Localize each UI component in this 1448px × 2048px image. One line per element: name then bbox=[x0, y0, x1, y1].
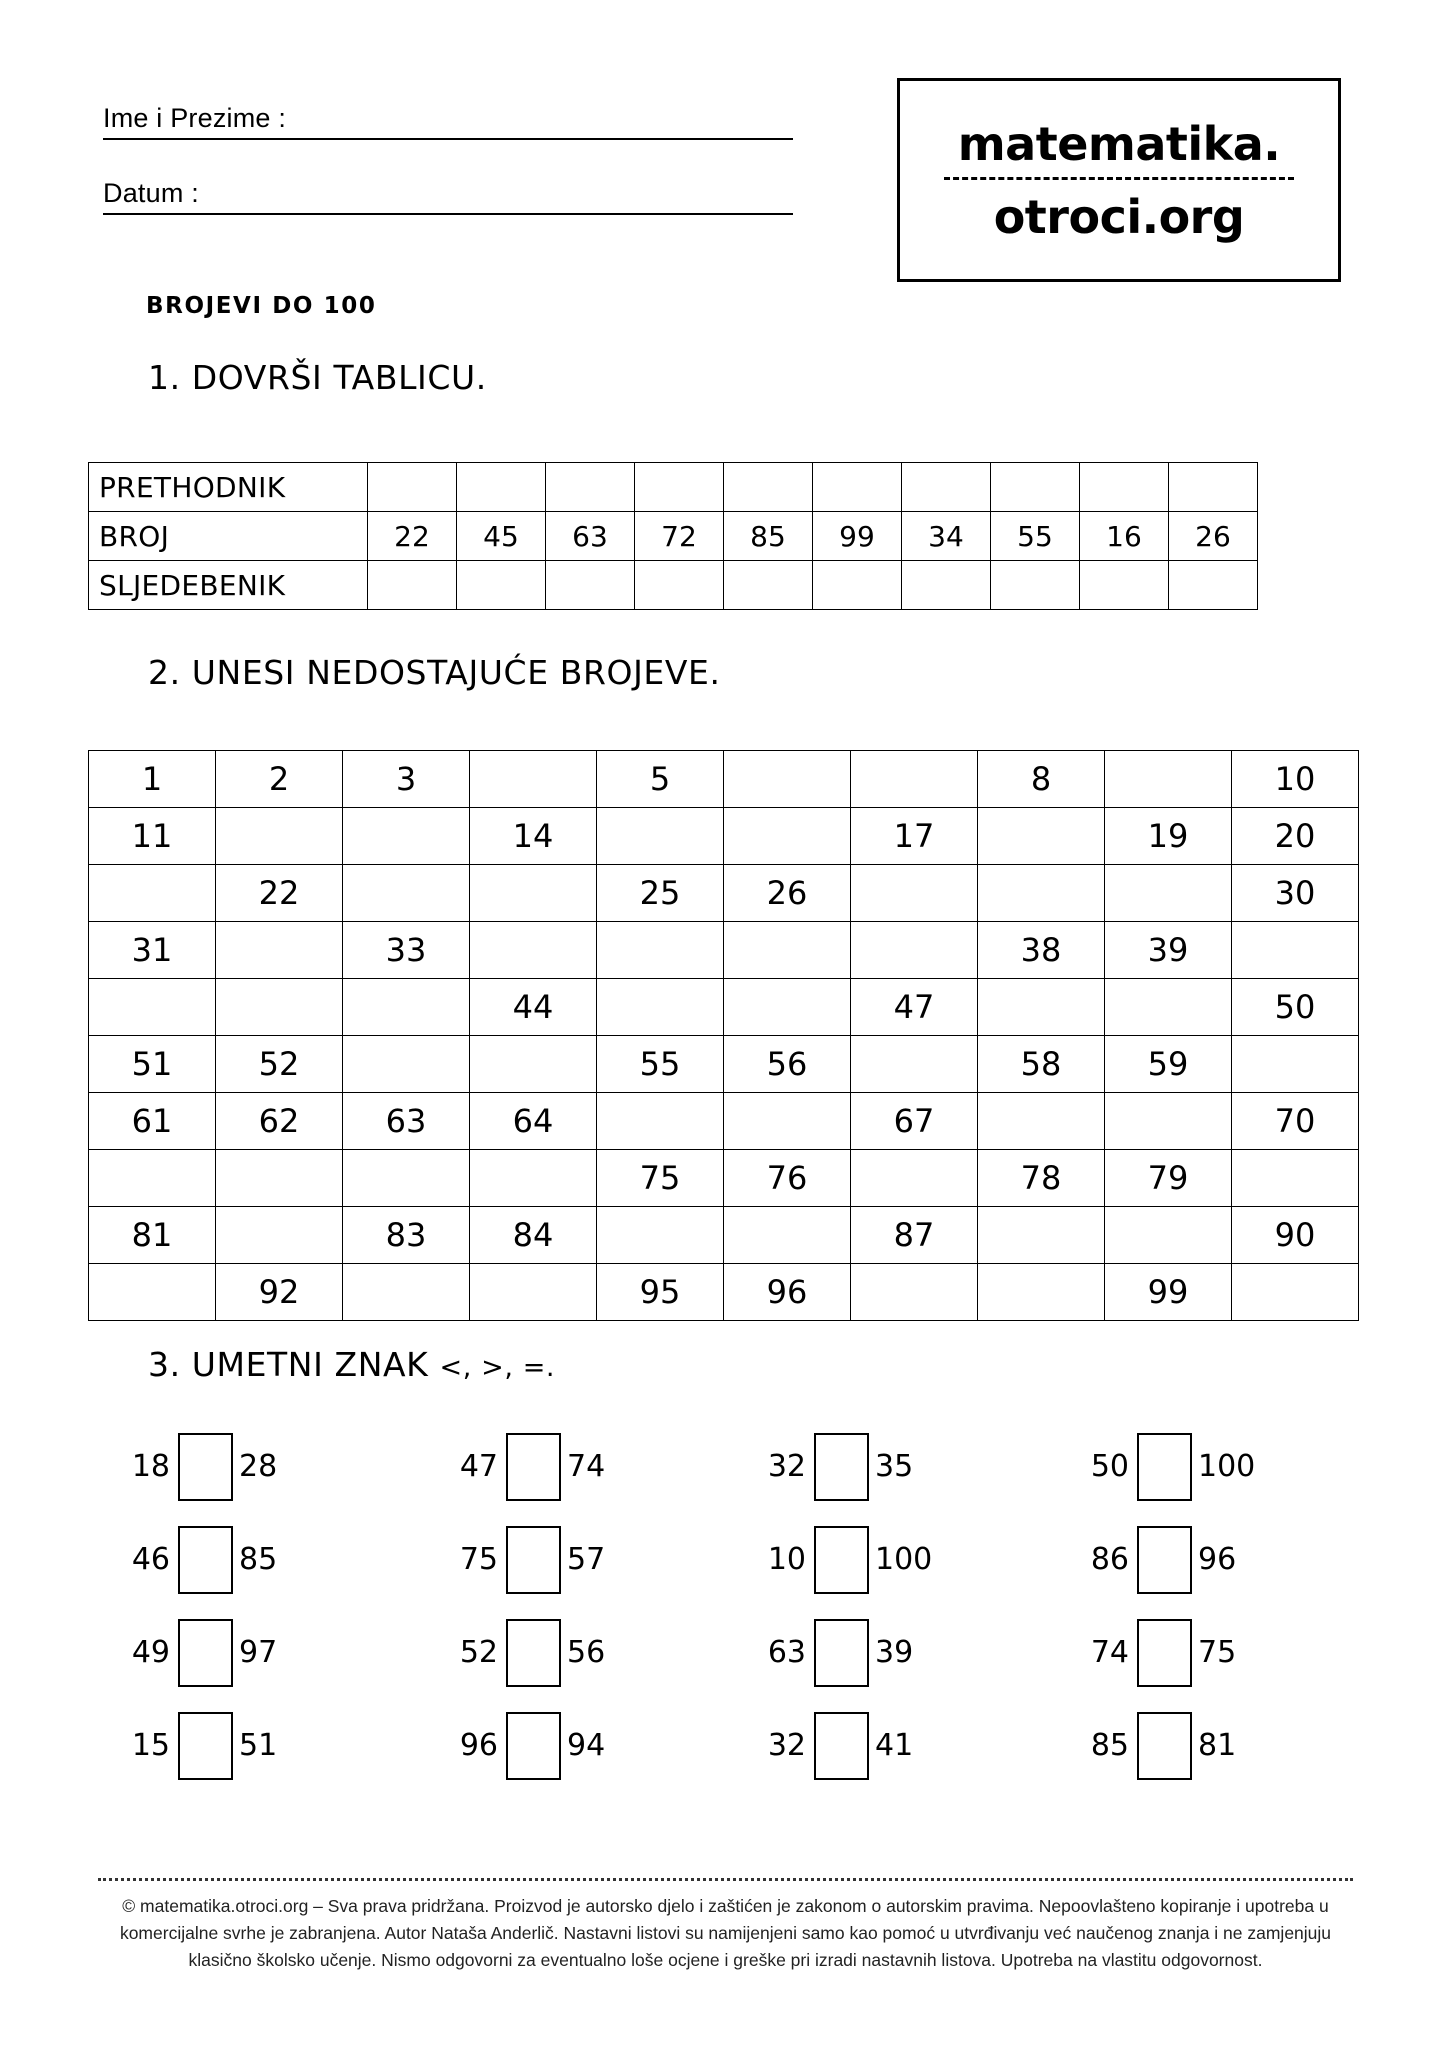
broj-cell: 99 bbox=[813, 512, 902, 561]
comparison-left-number: 18 bbox=[131, 1449, 170, 1484]
grid-row bbox=[89, 1207, 1359, 1264]
grid-cell-empty[interactable] bbox=[1232, 1150, 1359, 1207]
comparison-answer-box[interactable] bbox=[506, 1526, 561, 1594]
grid-cell-empty[interactable] bbox=[343, 1036, 470, 1093]
grid-cell-filled: 30 bbox=[1232, 865, 1359, 922]
grid-cell-empty[interactable] bbox=[978, 1207, 1105, 1264]
grid-cell-filled: 14 bbox=[470, 808, 597, 865]
task-3-symbols: <, >, =. bbox=[439, 1352, 556, 1383]
grid-cell-empty[interactable] bbox=[724, 979, 851, 1036]
prethodnik-cell[interactable] bbox=[813, 463, 902, 512]
comparison-left-number: 86 bbox=[1090, 1542, 1129, 1577]
grid-cell-filled: 38 bbox=[978, 922, 1105, 979]
grid-cell-empty[interactable] bbox=[1105, 865, 1232, 922]
grid-cell-empty[interactable] bbox=[724, 1093, 851, 1150]
prethodnik-cell[interactable] bbox=[635, 463, 724, 512]
grid-cell-filled: 44 bbox=[470, 979, 597, 1036]
prethodnik-cell[interactable] bbox=[368, 463, 457, 512]
comparison-item bbox=[724, 1526, 1042, 1594]
comparison-answer-box[interactable] bbox=[506, 1712, 561, 1780]
grid-cell-filled: 10 bbox=[1232, 751, 1359, 808]
comparison-right-number: 96 bbox=[1198, 1542, 1237, 1577]
grid-cell-empty[interactable] bbox=[216, 808, 343, 865]
grid-row bbox=[89, 808, 1359, 865]
grid-row bbox=[89, 1093, 1359, 1150]
footer bbox=[98, 1878, 1353, 1974]
grid-cell-filled: 47 bbox=[851, 979, 978, 1036]
comparison-left-number: 74 bbox=[1090, 1635, 1129, 1670]
comparison-item bbox=[406, 1712, 724, 1780]
sljedebenik-cell[interactable] bbox=[991, 561, 1080, 610]
grid-cell-filled: 17 bbox=[851, 808, 978, 865]
grid-cell-empty[interactable] bbox=[343, 1150, 470, 1207]
sljedebenik-cell[interactable] bbox=[724, 561, 813, 610]
comparison-answer-box[interactable] bbox=[1137, 1526, 1192, 1594]
broj-cell: 63 bbox=[546, 512, 635, 561]
grid-cell-filled: 2 bbox=[216, 751, 343, 808]
grid-cell-empty[interactable] bbox=[89, 865, 216, 922]
grid-cell-filled: 22 bbox=[216, 865, 343, 922]
comparison-left-number: 52 bbox=[459, 1635, 498, 1670]
grid-cell-filled: 3 bbox=[343, 751, 470, 808]
grid-cell-filled: 78 bbox=[978, 1150, 1105, 1207]
comparison-item bbox=[88, 1619, 406, 1687]
grid-cell-filled: 50 bbox=[1232, 979, 1359, 1036]
comparison-left-number: 50 bbox=[1090, 1449, 1129, 1484]
comparison-item bbox=[88, 1712, 406, 1780]
grid-row bbox=[89, 1036, 1359, 1093]
name-label: Ime i Prezime : bbox=[103, 103, 331, 140]
comparison-item bbox=[406, 1433, 724, 1501]
grid-cell-empty[interactable] bbox=[1105, 751, 1232, 808]
grid-cell-empty[interactable] bbox=[851, 865, 978, 922]
grid-cell-filled: 55 bbox=[597, 1036, 724, 1093]
comparison-item bbox=[1042, 1433, 1360, 1501]
grid-cell-empty[interactable] bbox=[851, 1036, 978, 1093]
comparison-left-number: 47 bbox=[459, 1449, 498, 1484]
comparison-right-number: 28 bbox=[239, 1449, 278, 1484]
grid-cell-empty[interactable] bbox=[978, 1264, 1105, 1321]
grid-cell-empty[interactable] bbox=[724, 1207, 851, 1264]
comparison-left-number: 49 bbox=[131, 1635, 170, 1670]
table-row bbox=[89, 463, 1258, 512]
grid-cell-empty[interactable] bbox=[851, 751, 978, 808]
grid-cell-filled: 84 bbox=[470, 1207, 597, 1264]
date-write-line[interactable] bbox=[243, 173, 793, 215]
comparison-item bbox=[1042, 1526, 1360, 1594]
grid-cell-empty[interactable] bbox=[724, 751, 851, 808]
grid-cell-empty[interactable] bbox=[1105, 1207, 1232, 1264]
grid-cell-empty[interactable] bbox=[978, 865, 1105, 922]
grid-cell-empty[interactable] bbox=[343, 1264, 470, 1321]
row-label-broj: BROJ bbox=[89, 512, 368, 561]
grid-cell-empty[interactable] bbox=[1232, 1264, 1359, 1321]
grid-cell-filled: 62 bbox=[216, 1093, 343, 1150]
comparison-right-number: 100 bbox=[875, 1542, 933, 1577]
grid-row bbox=[89, 1150, 1359, 1207]
grid-cell-filled: 59 bbox=[1105, 1036, 1232, 1093]
grid-cell-filled: 39 bbox=[1105, 922, 1232, 979]
comparison-answer-box[interactable] bbox=[1137, 1619, 1192, 1687]
sljedebenik-cell[interactable] bbox=[457, 561, 546, 610]
date-label: Datum : bbox=[103, 178, 243, 215]
grid-cell-empty[interactable] bbox=[89, 1264, 216, 1321]
grid-cell-filled: 8 bbox=[978, 751, 1105, 808]
comparison-left-number: 10 bbox=[767, 1542, 806, 1577]
comparison-left-number: 32 bbox=[767, 1728, 806, 1763]
grid-cell-empty[interactable] bbox=[978, 979, 1105, 1036]
table-row bbox=[89, 561, 1258, 610]
comparison-answer-box[interactable] bbox=[178, 1526, 233, 1594]
sljedebenik-cell[interactable] bbox=[902, 561, 991, 610]
grid-cell-empty[interactable] bbox=[470, 1036, 597, 1093]
grid-cell-filled: 81 bbox=[89, 1207, 216, 1264]
comparison-item bbox=[406, 1526, 724, 1594]
grid-cell-filled: 67 bbox=[851, 1093, 978, 1150]
comparison-answer-box[interactable] bbox=[814, 1433, 869, 1501]
grid-row bbox=[89, 751, 1359, 808]
grid-cell-empty[interactable] bbox=[724, 922, 851, 979]
comparison-item bbox=[88, 1433, 406, 1501]
grid-cell-empty[interactable] bbox=[216, 1150, 343, 1207]
comparison-answer-box[interactable] bbox=[178, 1433, 233, 1501]
date-field-row bbox=[103, 175, 793, 215]
comparison-right-number: 97 bbox=[239, 1635, 278, 1670]
grid-cell-empty[interactable] bbox=[470, 1264, 597, 1321]
comparison-item bbox=[1042, 1619, 1360, 1687]
grid-cell-filled: 76 bbox=[724, 1150, 851, 1207]
comparison-item bbox=[88, 1526, 406, 1594]
grid-cell-empty[interactable] bbox=[1232, 922, 1359, 979]
grid-cell-empty[interactable] bbox=[851, 922, 978, 979]
grid-cell-filled: 20 bbox=[1232, 808, 1359, 865]
grid-cell-empty[interactable] bbox=[597, 1093, 724, 1150]
prethodnik-cell[interactable] bbox=[991, 463, 1080, 512]
comparison-right-number: 57 bbox=[567, 1542, 606, 1577]
grid-cell-empty[interactable] bbox=[470, 1150, 597, 1207]
comparison-row bbox=[88, 1699, 1360, 1792]
grid-cell-empty[interactable] bbox=[597, 808, 724, 865]
grid-cell-filled: 75 bbox=[597, 1150, 724, 1207]
comparison-right-number: 74 bbox=[567, 1449, 606, 1484]
comparison-answer-box[interactable] bbox=[814, 1526, 869, 1594]
comparison-answer-box[interactable] bbox=[506, 1619, 561, 1687]
comparison-answer-box[interactable] bbox=[506, 1433, 561, 1501]
task-3-heading bbox=[148, 1345, 555, 1384]
prethodnik-cell[interactable] bbox=[1080, 463, 1169, 512]
broj-cell: 85 bbox=[724, 512, 813, 561]
grid-cell-filled: 61 bbox=[89, 1093, 216, 1150]
topic-heading: BROJEVI DO 100 bbox=[146, 293, 377, 319]
grid-cell-filled: 33 bbox=[343, 922, 470, 979]
comparison-row bbox=[88, 1513, 1360, 1606]
task-1-heading: 1. DOVRŠI TABLICU. bbox=[148, 358, 487, 397]
name-write-line[interactable] bbox=[331, 98, 793, 140]
site-logo bbox=[897, 78, 1341, 282]
grid-cell-filled: 52 bbox=[216, 1036, 343, 1093]
logo-line-1: matematika. bbox=[957, 116, 1281, 171]
grid-cell-empty[interactable] bbox=[1105, 1093, 1232, 1150]
comparison-right-number: 94 bbox=[567, 1728, 606, 1763]
grid-row bbox=[89, 1264, 1359, 1321]
broj-cell: 16 bbox=[1080, 512, 1169, 561]
grid-cell-empty[interactable] bbox=[978, 1093, 1105, 1150]
comparison-right-number: 81 bbox=[1198, 1728, 1237, 1763]
comparison-right-number: 51 bbox=[239, 1728, 278, 1763]
grid-cell-filled: 99 bbox=[1105, 1264, 1232, 1321]
grid-row bbox=[89, 979, 1359, 1036]
comparison-answer-box[interactable] bbox=[814, 1619, 869, 1687]
sljedebenik-cell[interactable] bbox=[546, 561, 635, 610]
grid-cell-empty[interactable] bbox=[724, 808, 851, 865]
grid-cell-empty[interactable] bbox=[597, 979, 724, 1036]
broj-cell: 22 bbox=[368, 512, 457, 561]
grid-cell-filled: 87 bbox=[851, 1207, 978, 1264]
prethodnik-cell[interactable] bbox=[546, 463, 635, 512]
grid-cell-filled: 92 bbox=[216, 1264, 343, 1321]
comparison-item bbox=[724, 1619, 1042, 1687]
prethodnik-cell[interactable] bbox=[1169, 463, 1258, 512]
row-label-sljedebenik: SLJEDEBENIK bbox=[89, 561, 368, 610]
grid-row bbox=[89, 922, 1359, 979]
grid-cell-filled: 11 bbox=[89, 808, 216, 865]
task-2-heading: 2. UNESI NEDOSTAJUĆE BROJEVE. bbox=[148, 653, 721, 692]
sljedebenik-cell[interactable] bbox=[368, 561, 457, 610]
sljedebenik-cell[interactable] bbox=[1169, 561, 1258, 610]
footer-divider bbox=[98, 1878, 1353, 1881]
predecessor-successor-table bbox=[88, 462, 1258, 610]
grid-cell-empty[interactable] bbox=[216, 922, 343, 979]
logo-line-2: otroci.org bbox=[993, 189, 1245, 244]
prethodnik-cell[interactable] bbox=[724, 463, 813, 512]
comparison-left-number: 46 bbox=[131, 1542, 170, 1577]
prethodnik-cell[interactable] bbox=[902, 463, 991, 512]
prethodnik-cell[interactable] bbox=[457, 463, 546, 512]
grid-cell-empty[interactable] bbox=[470, 865, 597, 922]
comparison-row bbox=[88, 1420, 1360, 1513]
comparison-answer-box[interactable] bbox=[1137, 1433, 1192, 1501]
grid-cell-empty[interactable] bbox=[851, 1150, 978, 1207]
broj-cell: 55 bbox=[991, 512, 1080, 561]
worksheet-header bbox=[0, 0, 1448, 250]
broj-cell: 26 bbox=[1169, 512, 1258, 561]
grid-cell-empty[interactable] bbox=[1105, 979, 1232, 1036]
grid-cell-filled: 90 bbox=[1232, 1207, 1359, 1264]
grid-cell-filled: 79 bbox=[1105, 1150, 1232, 1207]
sljedebenik-cell[interactable] bbox=[1080, 561, 1169, 610]
comparison-right-number: 85 bbox=[239, 1542, 278, 1577]
comparison-item bbox=[724, 1433, 1042, 1501]
comparison-right-number: 35 bbox=[875, 1449, 914, 1484]
grid-cell-empty[interactable] bbox=[470, 751, 597, 808]
grid-cell-filled: 63 bbox=[343, 1093, 470, 1150]
row-label-prethodnik: PRETHODNIK bbox=[89, 463, 368, 512]
comparison-answer-box[interactable] bbox=[1137, 1712, 1192, 1780]
grid-cell-empty[interactable] bbox=[89, 1150, 216, 1207]
grid-cell-filled: 70 bbox=[1232, 1093, 1359, 1150]
name-field-row bbox=[103, 100, 793, 140]
logo-divider bbox=[944, 177, 1294, 180]
copyright-text: © matematika.otroci.org – Sva prava pridržana. Proizvod je autorsko djelo i zaštićen je zakonom o autorskim pravima. Nepoovlašteno kopiranje i upotreba u komercijalne svrhe je zabranjena. Autor Nataša Anderlič. Nastavni listovi su namijenjeni samo kao pomoć u utvrđivanju već naučenog znanja i ne zamjenjuju klasično školsko učenje. Nismo odgovorni za eventualno loše ocjene i greške pri izradi nastavnih listova. Upotreba na vlastitu odgovornost. bbox=[119, 1896, 1332, 1971]
comparison-exercises bbox=[88, 1420, 1360, 1792]
comparison-answer-box[interactable] bbox=[814, 1712, 869, 1780]
comparison-answer-box[interactable] bbox=[178, 1619, 233, 1687]
grid-cell-filled: 96 bbox=[724, 1264, 851, 1321]
grid-cell-empty[interactable] bbox=[216, 1207, 343, 1264]
grid-cell-empty[interactable] bbox=[89, 979, 216, 1036]
grid-cell-empty[interactable] bbox=[851, 1264, 978, 1321]
grid-cell-filled: 1 bbox=[89, 751, 216, 808]
grid-cell-filled: 31 bbox=[89, 922, 216, 979]
grid-cell-empty[interactable] bbox=[1232, 1036, 1359, 1093]
comparison-right-number: 39 bbox=[875, 1635, 914, 1670]
grid-cell-empty[interactable] bbox=[597, 922, 724, 979]
grid-cell-filled: 19 bbox=[1105, 808, 1232, 865]
broj-cell: 34 bbox=[902, 512, 991, 561]
table-row bbox=[89, 512, 1258, 561]
comparison-left-number: 15 bbox=[131, 1728, 170, 1763]
comparison-right-number: 41 bbox=[875, 1728, 914, 1763]
grid-cell-filled: 83 bbox=[343, 1207, 470, 1264]
grid-cell-filled: 5 bbox=[597, 751, 724, 808]
comparison-item bbox=[1042, 1712, 1360, 1780]
comparison-right-number: 100 bbox=[1198, 1449, 1256, 1484]
sljedebenik-cell[interactable] bbox=[635, 561, 724, 610]
broj-cell: 72 bbox=[635, 512, 724, 561]
sljedebenik-cell[interactable] bbox=[813, 561, 902, 610]
grid-cell-empty[interactable] bbox=[216, 979, 343, 1036]
grid-cell-empty[interactable] bbox=[343, 865, 470, 922]
grid-cell-empty[interactable] bbox=[597, 1207, 724, 1264]
comparison-left-number: 96 bbox=[459, 1728, 498, 1763]
comparison-item bbox=[406, 1619, 724, 1687]
grid-cell-filled: 51 bbox=[89, 1036, 216, 1093]
task-3-text: 3. UMETNI ZNAK bbox=[148, 1345, 440, 1384]
grid-cell-filled: 64 bbox=[470, 1093, 597, 1150]
grid-cell-empty[interactable] bbox=[343, 979, 470, 1036]
grid-cell-filled: 95 bbox=[597, 1264, 724, 1321]
comparison-left-number: 32 bbox=[767, 1449, 806, 1484]
comparison-left-number: 85 bbox=[1090, 1728, 1129, 1763]
hundred-chart bbox=[88, 750, 1359, 1321]
comparison-left-number: 75 bbox=[459, 1542, 498, 1577]
comparison-left-number: 63 bbox=[767, 1635, 806, 1670]
grid-cell-empty[interactable] bbox=[978, 808, 1105, 865]
comparison-answer-box[interactable] bbox=[178, 1712, 233, 1780]
comparison-right-number: 75 bbox=[1198, 1635, 1237, 1670]
grid-cell-filled: 25 bbox=[597, 865, 724, 922]
comparison-right-number: 56 bbox=[567, 1635, 606, 1670]
grid-row bbox=[89, 865, 1359, 922]
grid-cell-filled: 58 bbox=[978, 1036, 1105, 1093]
grid-cell-filled: 56 bbox=[724, 1036, 851, 1093]
comparison-item bbox=[724, 1712, 1042, 1780]
broj-cell: 45 bbox=[457, 512, 546, 561]
grid-cell-empty[interactable] bbox=[343, 808, 470, 865]
grid-cell-filled: 26 bbox=[724, 865, 851, 922]
grid-cell-empty[interactable] bbox=[470, 922, 597, 979]
comparison-row bbox=[88, 1606, 1360, 1699]
